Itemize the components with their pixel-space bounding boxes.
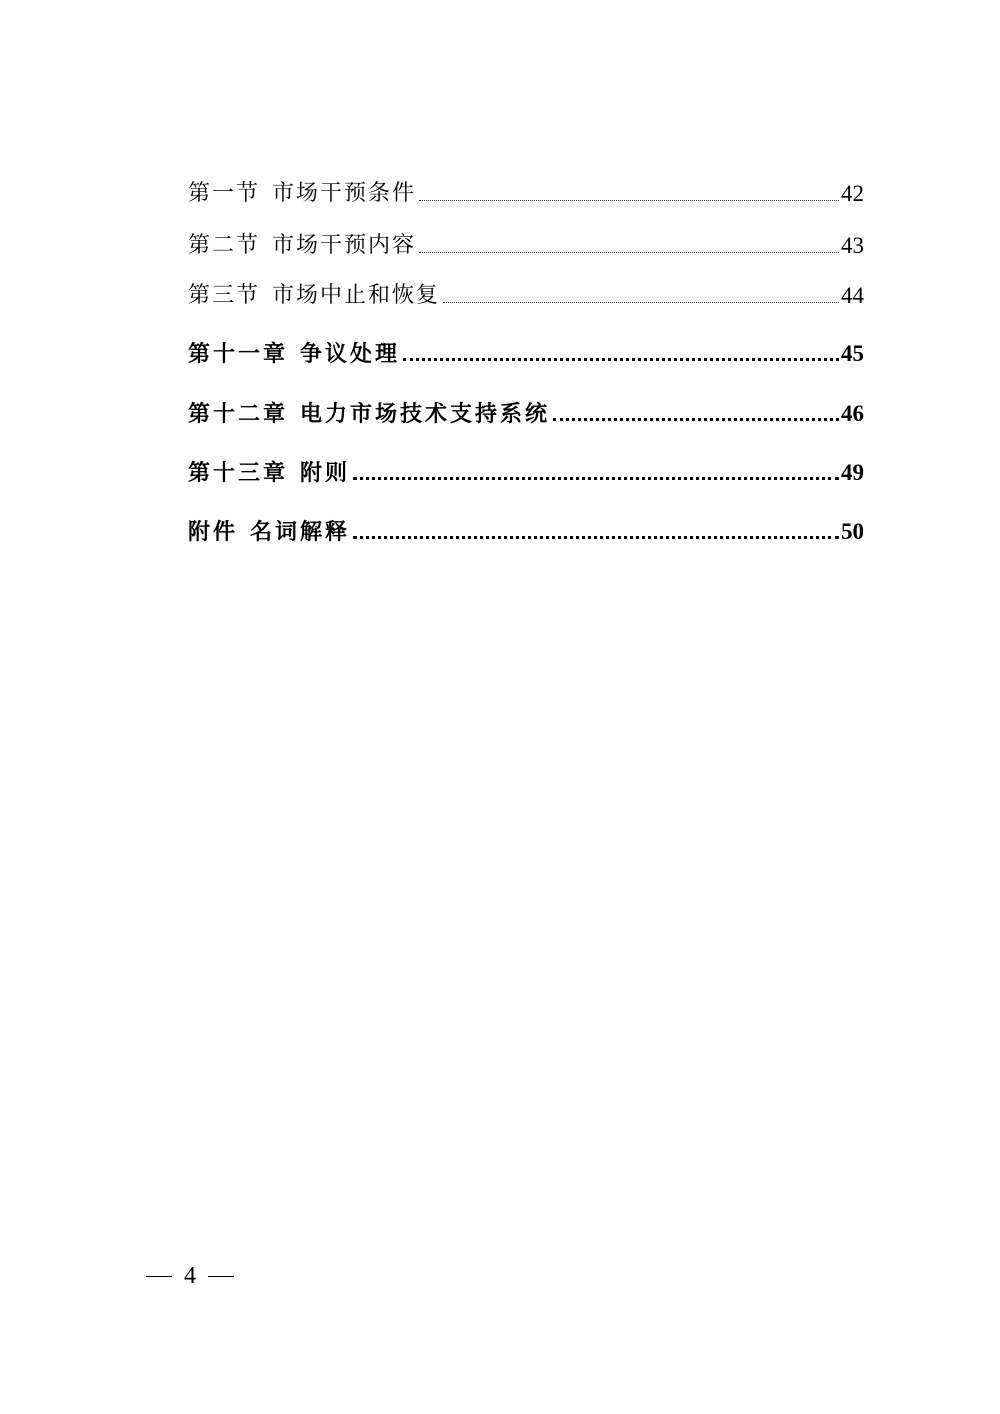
toc-entry-title: 争议处理 <box>300 341 401 367</box>
toc-entry-chapter-13[interactable] <box>188 461 864 484</box>
toc-entry-number: 第一节 <box>188 181 261 206</box>
toc-entry-number: 第二节 <box>188 233 261 258</box>
page-footer <box>146 1264 234 1288</box>
toc-entry-label <box>188 235 416 257</box>
footer-dash-right <box>208 1276 234 1277</box>
footer-dash-left <box>146 1276 172 1277</box>
toc-entry-page: 50 <box>841 519 864 544</box>
toc-entry-page: 46 <box>841 401 864 426</box>
toc-entry-label <box>188 403 550 425</box>
toc-entry-page: 45 <box>841 341 864 366</box>
toc-entry-section-3[interactable] <box>188 284 864 307</box>
toc-entry-title: 市场中止和恢复 <box>272 283 441 308</box>
toc-entry-page: 43 <box>841 233 864 258</box>
toc-entry-title: 附则 <box>300 460 351 486</box>
toc-entry-section-2[interactable] <box>188 234 864 257</box>
toc-entry-page: 42 <box>841 181 864 206</box>
dot-leader <box>419 252 839 253</box>
toc-entry-appendix[interactable] <box>188 520 864 543</box>
toc-entry-number: 第十三章 <box>188 460 289 486</box>
dot-leader <box>553 418 839 421</box>
toc-entry-title: 名词解释 <box>250 519 351 545</box>
toc-entry-number: 第十二章 <box>188 401 289 427</box>
toc-entry-page: 49 <box>841 460 864 485</box>
toc-entry-title: 市场干预条件 <box>272 181 417 206</box>
toc-entry-title: 电力市场技术支持系统 <box>300 401 551 427</box>
page-number: 4 <box>184 1263 196 1289</box>
toc-entry-label <box>188 462 350 484</box>
dot-leader <box>353 477 839 480</box>
dot-leader <box>419 200 839 201</box>
toc-entry-number: 第三节 <box>188 283 261 308</box>
toc-entry-number: 附件 <box>188 519 239 545</box>
toc-entry-section-1[interactable] <box>188 182 864 205</box>
dot-leader <box>403 358 839 361</box>
dot-leader <box>443 302 839 303</box>
toc-entry-label <box>188 343 400 365</box>
toc-entry-chapter-12[interactable] <box>188 402 864 425</box>
toc-entry-label <box>188 521 350 543</box>
toc-entry-page: 44 <box>841 283 864 308</box>
toc-entry-number: 第十一章 <box>188 341 289 367</box>
toc-entry-label <box>188 285 440 307</box>
toc-entry-label <box>188 183 416 205</box>
toc-entry-title: 市场干预内容 <box>272 233 417 258</box>
dot-leader <box>353 536 839 539</box>
toc-entry-chapter-11[interactable] <box>188 342 864 365</box>
